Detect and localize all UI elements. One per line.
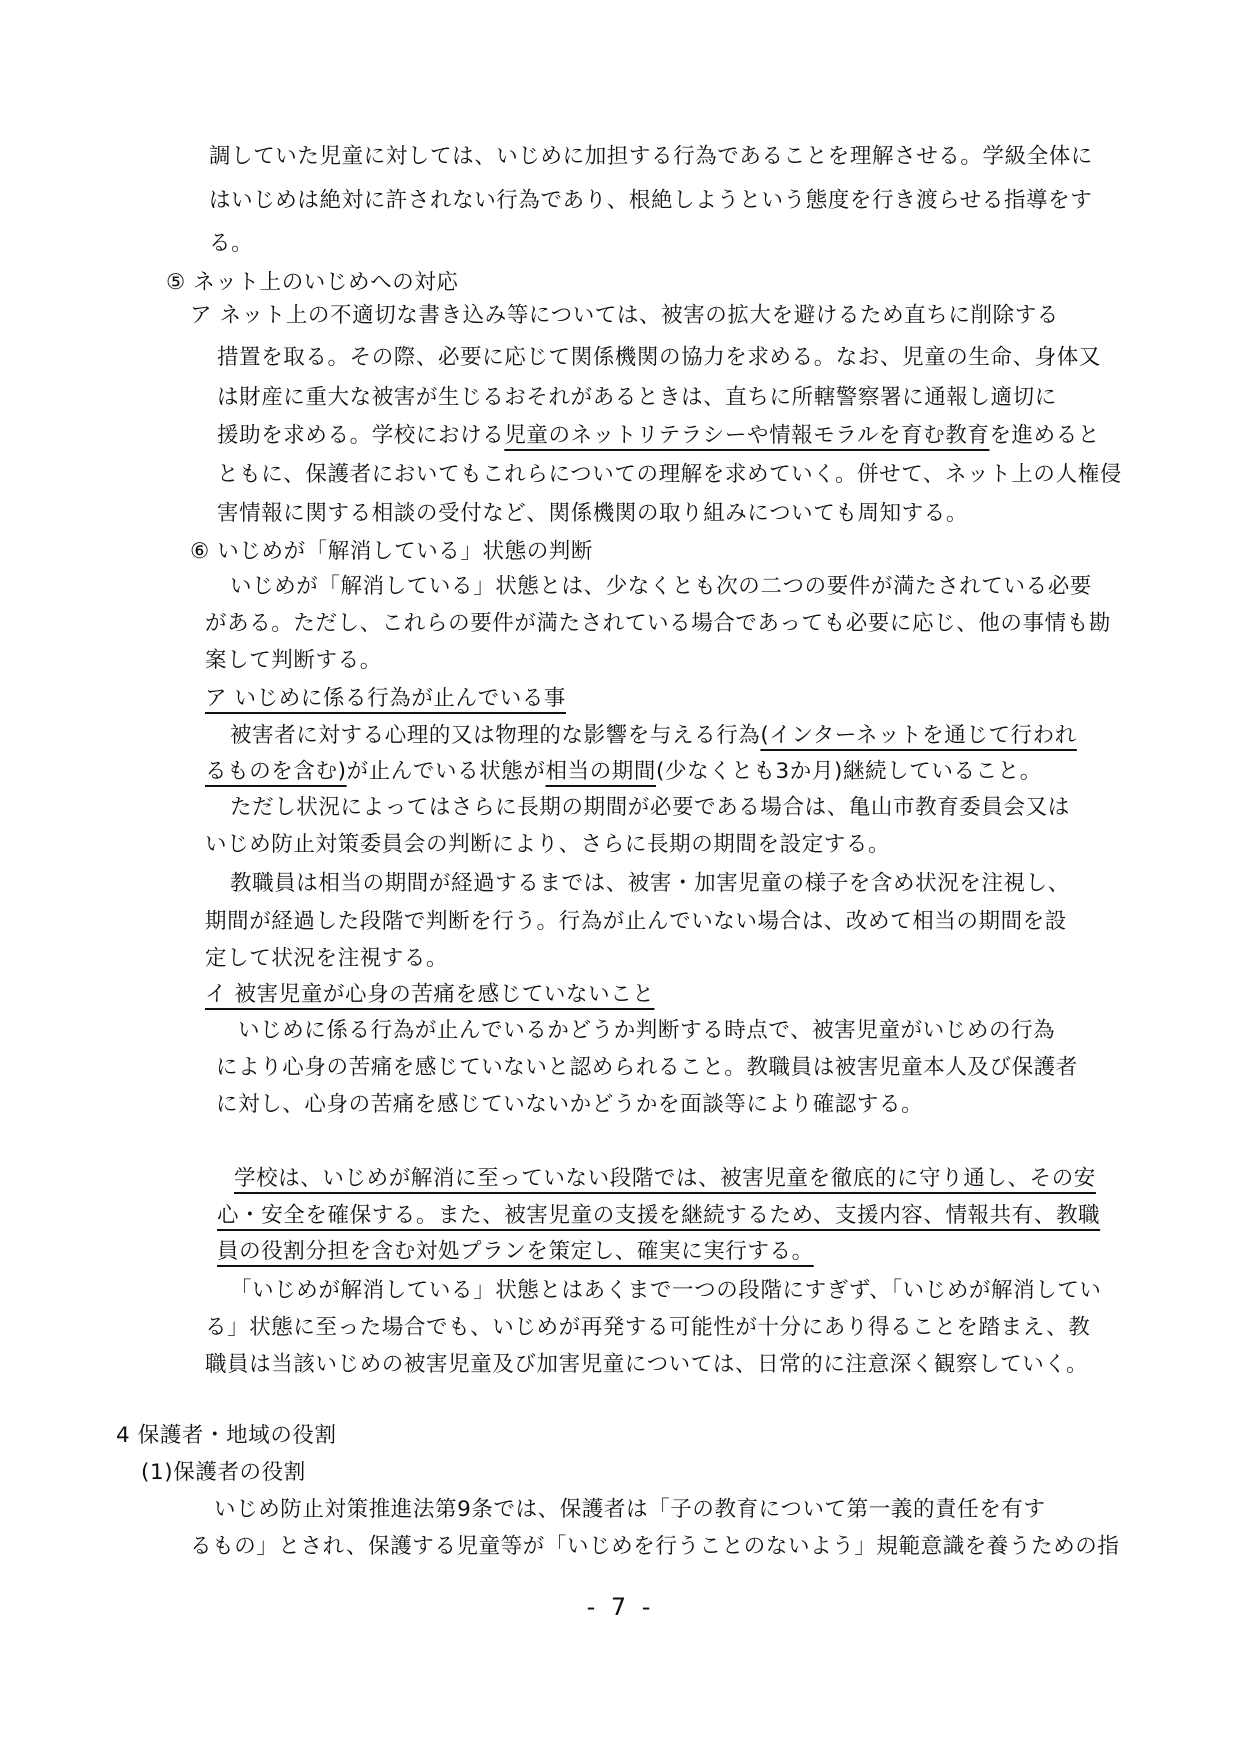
- text-line: はいじめは絶対に許されない行為であり、根絶しようという態度を行き渡らせる指導をす: [209, 188, 1093, 213]
- underlined-text: るものを含む): [205, 759, 347, 784]
- text-segment: (少なくとも3か月)継続していること。: [656, 759, 1042, 784]
- subheading: イ 被害児童が心身の苦痛を感じていないこと: [205, 982, 655, 1007]
- text-line: 教職員は相当の期間が経過するまでは、被害・加害児童の様子を含め状況を注視し、: [230, 871, 1070, 896]
- underlined-text: (インターネットを通じて行われ: [760, 723, 1077, 748]
- text-line: 定して状況を注視する。: [205, 946, 449, 971]
- text-line: がある。ただし、これらの要件が満たされている場合であっても必要に応じ、他の事情も勘: [205, 611, 1111, 636]
- text-segment: 被害者に対する心理的又は物理的な影響を与える行為: [230, 723, 761, 748]
- underlined-text: 相当の期間: [545, 759, 657, 784]
- text-line: ともに、保護者においてもこれらについての理解を求めていく。併せて、ネット上の人権侵: [217, 462, 1122, 487]
- text-line: [205, 757, 1042, 787]
- text-line: いじめ防止対策推進法第9条では、保護者は「子の教育について第一義的責任を有す: [214, 1497, 1046, 1522]
- text-segment: 援助を求める。学校における: [217, 423, 505, 448]
- underlined-paragraph-line: 員の役割分担を含む対処プランを策定し、確実に実行する。: [217, 1239, 814, 1264]
- text-line: いじめが「解消している」状態とは、少なくとも次の二つの要件が満たされている必要: [230, 574, 1092, 599]
- text-line: 調していた児童に対しては、いじめに加担する行為であることを理解させる。学級全体に: [209, 144, 1094, 169]
- section-heading: ⑤ ネット上のいじめへの対応: [166, 270, 459, 295]
- text-line: いじめ防止対策委員会の判断により、さらに長期の期間を設定する。: [205, 832, 891, 857]
- section-heading: ⑥ いじめが「解消している」状態の判断: [190, 539, 594, 564]
- underlined-paragraph-line: 心・安全を確保する。また、被害児童の支援を継続するため、支援内容、情報共有、教職: [217, 1203, 1101, 1228]
- text-line: 職員は当該いじめの被害児童及び加害児童については、日常的に注意深く観察していく。: [205, 1352, 1089, 1377]
- subheading: ア いじめに係る行為が止んでいる事: [205, 686, 567, 711]
- text-line: は財産に重大な被害が生じるおそれがあるときは、直ちに所轄警察署に通報し適切に: [217, 385, 1057, 410]
- text-line: 案して判断する。: [205, 648, 382, 673]
- text-line: [230, 721, 1077, 751]
- text-line: る。: [209, 231, 254, 256]
- text-line: 期間が経過した段階で判断を行う。行為が止んでいない場合は、改めて相当の期間を設: [205, 909, 1067, 934]
- text-segment: が止んでいる状態が: [346, 759, 546, 784]
- text-line: により心身の苦痛を感じていないと認められること。教職員は被害児童本人及び保護者: [216, 1055, 1078, 1080]
- page-number: - 7 -: [586, 1593, 655, 1621]
- subsection-heading: (1)保護者の役割: [141, 1460, 306, 1485]
- text-line: るもの」とされ、保護する児童等が「いじめを行うことのないよう」規範意識を養うための指: [190, 1534, 1120, 1559]
- text-line: いじめに係る行為が止んでいるかどうか判断する時点で、被害児童がいじめの行為: [238, 1018, 1056, 1043]
- text-line: ただし状況によってはさらに長期の期間が必要である場合は、亀山市教育委員会又は: [230, 795, 1070, 820]
- underlined-text: 児童のネットリテラシーや情報モラルを育む教育: [504, 423, 990, 448]
- underlined-paragraph-line: 学校は、いじめが解消に至っていない段階では、被害児童を徹底的に守り通し、その安: [234, 1166, 1096, 1191]
- text-line: 措置を取る。その際、必要に応じて関係機関の協力を求める。なお、児童の生命、身体又: [217, 345, 1102, 370]
- text-line: ア ネット上の不適切な書き込み等については、被害の拡大を避けるため直ちに削除する: [190, 303, 1059, 328]
- text-line: 害情報に関する相談の受付など、関係機関の取り組みについても周知する。: [217, 501, 968, 526]
- text-line: る」状態に至った場合でも、いじめが再発する可能性が十分にあり得ることを踏まえ、教: [205, 1315, 1091, 1340]
- text-line: に対し、心身の苦痛を感じていないかどうかを面談等により確認する。: [216, 1092, 924, 1117]
- section-heading: 4 保護者・地域の役割: [116, 1423, 337, 1448]
- text-line: [217, 421, 1100, 451]
- text-segment: を進めると: [989, 423, 1100, 448]
- text-line: 「いじめが解消している」状態とはあくまで一つの段階にすぎず、「いじめが解消してい: [230, 1278, 1102, 1303]
